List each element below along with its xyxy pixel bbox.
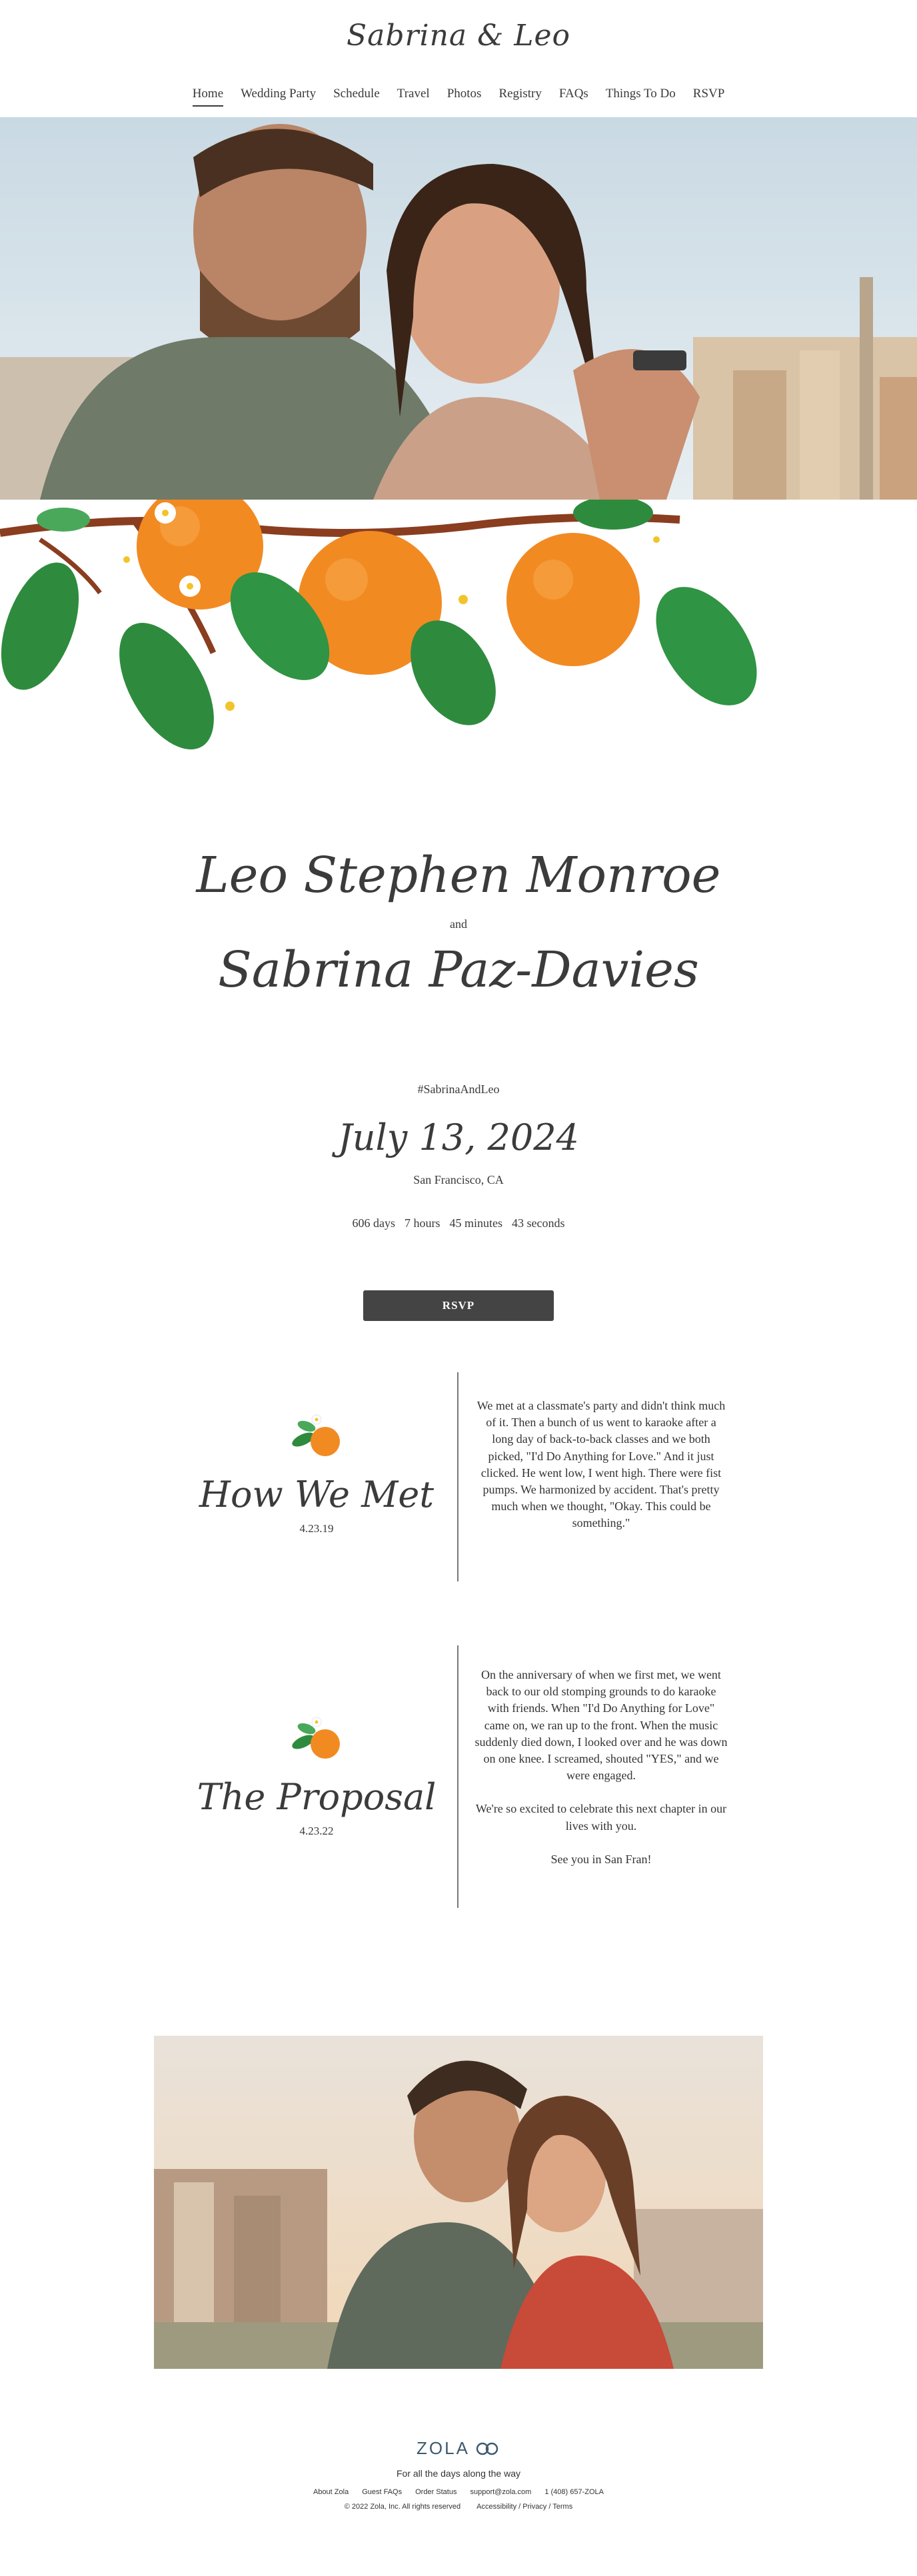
footer-link-email[interactable]: support@zola.com xyxy=(470,2488,532,2496)
countdown xyxy=(0,1216,917,1230)
footer-link-order-status[interactable]: Order Status xyxy=(415,2488,457,2496)
section-divider xyxy=(457,1372,458,1581)
zola-brand: ZOLA xyxy=(417,2438,470,2458)
how-we-met-title: How We Met xyxy=(199,1474,435,1515)
wedding-location: San Francisco, CA xyxy=(413,1173,504,1186)
nav-wedding-party[interactable]: Wedding Party xyxy=(241,87,317,101)
and-text: and xyxy=(450,917,467,931)
copyright: © 2022 Zola, Inc. All rights reserved xyxy=(344,2503,461,2511)
countdown-days: 606 days xyxy=(352,1216,395,1230)
how-we-met-section xyxy=(0,1372,917,1585)
rings-icon xyxy=(474,2442,500,2455)
proposal-section xyxy=(0,1645,917,1912)
how-we-met-date: 4.23.19 xyxy=(299,1522,334,1535)
footer-link-phone[interactable]: 1 (408) 657-ZOLA xyxy=(544,2488,604,2496)
nav-registry[interactable]: Registry xyxy=(498,87,542,101)
countdown-minutes: 45 minutes xyxy=(449,1216,502,1230)
proposal-text xyxy=(474,1667,728,1868)
groom-name: Leo Stephen Monroe xyxy=(196,847,721,904)
wedding-date: July 13, 2024 xyxy=(338,1116,579,1158)
nav-photos[interactable]: Photos xyxy=(447,87,482,101)
site-footer xyxy=(0,2438,917,2511)
nav-home[interactable]: Home xyxy=(193,87,223,107)
proposal-paragraph-2: We're so excited to celebrate this next chapter in our lives with you. xyxy=(475,1802,727,1833)
couple-names xyxy=(0,846,917,1000)
nav-rsvp[interactable]: RSVP xyxy=(692,87,725,101)
footer-tagline: For all the days along the way xyxy=(397,2468,520,2479)
proposal-heading xyxy=(180,1712,453,1838)
nav-faqs[interactable]: FAQs xyxy=(558,87,588,101)
rsvp-button[interactable]: RSVP xyxy=(363,1290,554,1321)
nav-schedule[interactable]: Schedule xyxy=(333,87,380,101)
how-we-met-text: We met at a classmate's party and didn't think much of it. Then a bunch of us went to karaoke after a long day of back-to-back classes and we both picked, "I'd Do Anything for Love." And it just clicked. He went low, I went high. There were fist pumps. We harmonized by accident. That's pretty much when we thought, "Okay. This could be something." xyxy=(476,1399,726,1530)
footer-links xyxy=(0,2488,917,2496)
proposal-title: The Proposal xyxy=(197,1776,437,1818)
hero-photo xyxy=(0,117,917,500)
couple-photo xyxy=(154,2036,763,2369)
footer-link-about[interactable]: About Zola xyxy=(313,2488,349,2496)
wedding-details xyxy=(0,1082,917,1230)
footer-legal-row xyxy=(0,2503,917,2511)
bride-name: Sabrina Paz-Davies xyxy=(218,941,699,999)
countdown-seconds: 43 seconds xyxy=(512,1216,565,1230)
nav-travel[interactable]: Travel xyxy=(397,87,430,101)
countdown-hours: 7 hours xyxy=(405,1216,441,1230)
proposal-paragraph-3: See you in San Fran! xyxy=(550,1852,652,1866)
zola-logo[interactable] xyxy=(417,2438,500,2459)
nav-things-to-do[interactable]: Things To Do xyxy=(605,87,676,101)
proposal-paragraph-1: On the anniversary of when we first met, we went back to our old stomping grounds to do karaoke with friends. When "I'd Do Anything for Love" came on, we ran up to the front. When the music suddenly died down, I looked over and he was down on one knee. I screamed, shouted "YES," and we were engaged. xyxy=(474,1668,728,1783)
hashtag: #SabrinaAndLeo xyxy=(417,1082,500,1096)
proposal-date: 4.23.22 xyxy=(299,1825,334,1837)
site-header xyxy=(0,0,917,117)
site-logo[interactable]: Sabrina & Leo xyxy=(346,19,571,53)
footer-link-guest-faqs[interactable]: Guest FAQs xyxy=(362,2488,403,2496)
oranges-illustration xyxy=(0,500,917,766)
main-nav xyxy=(0,87,917,107)
legal-links[interactable]: Accessibility / Privacy / Terms xyxy=(476,2503,573,2511)
orange-sprig-icon xyxy=(287,1712,347,1765)
orange-sprig-icon xyxy=(287,1410,347,1463)
how-we-met-heading xyxy=(180,1410,453,1535)
section-divider xyxy=(457,1645,458,1908)
